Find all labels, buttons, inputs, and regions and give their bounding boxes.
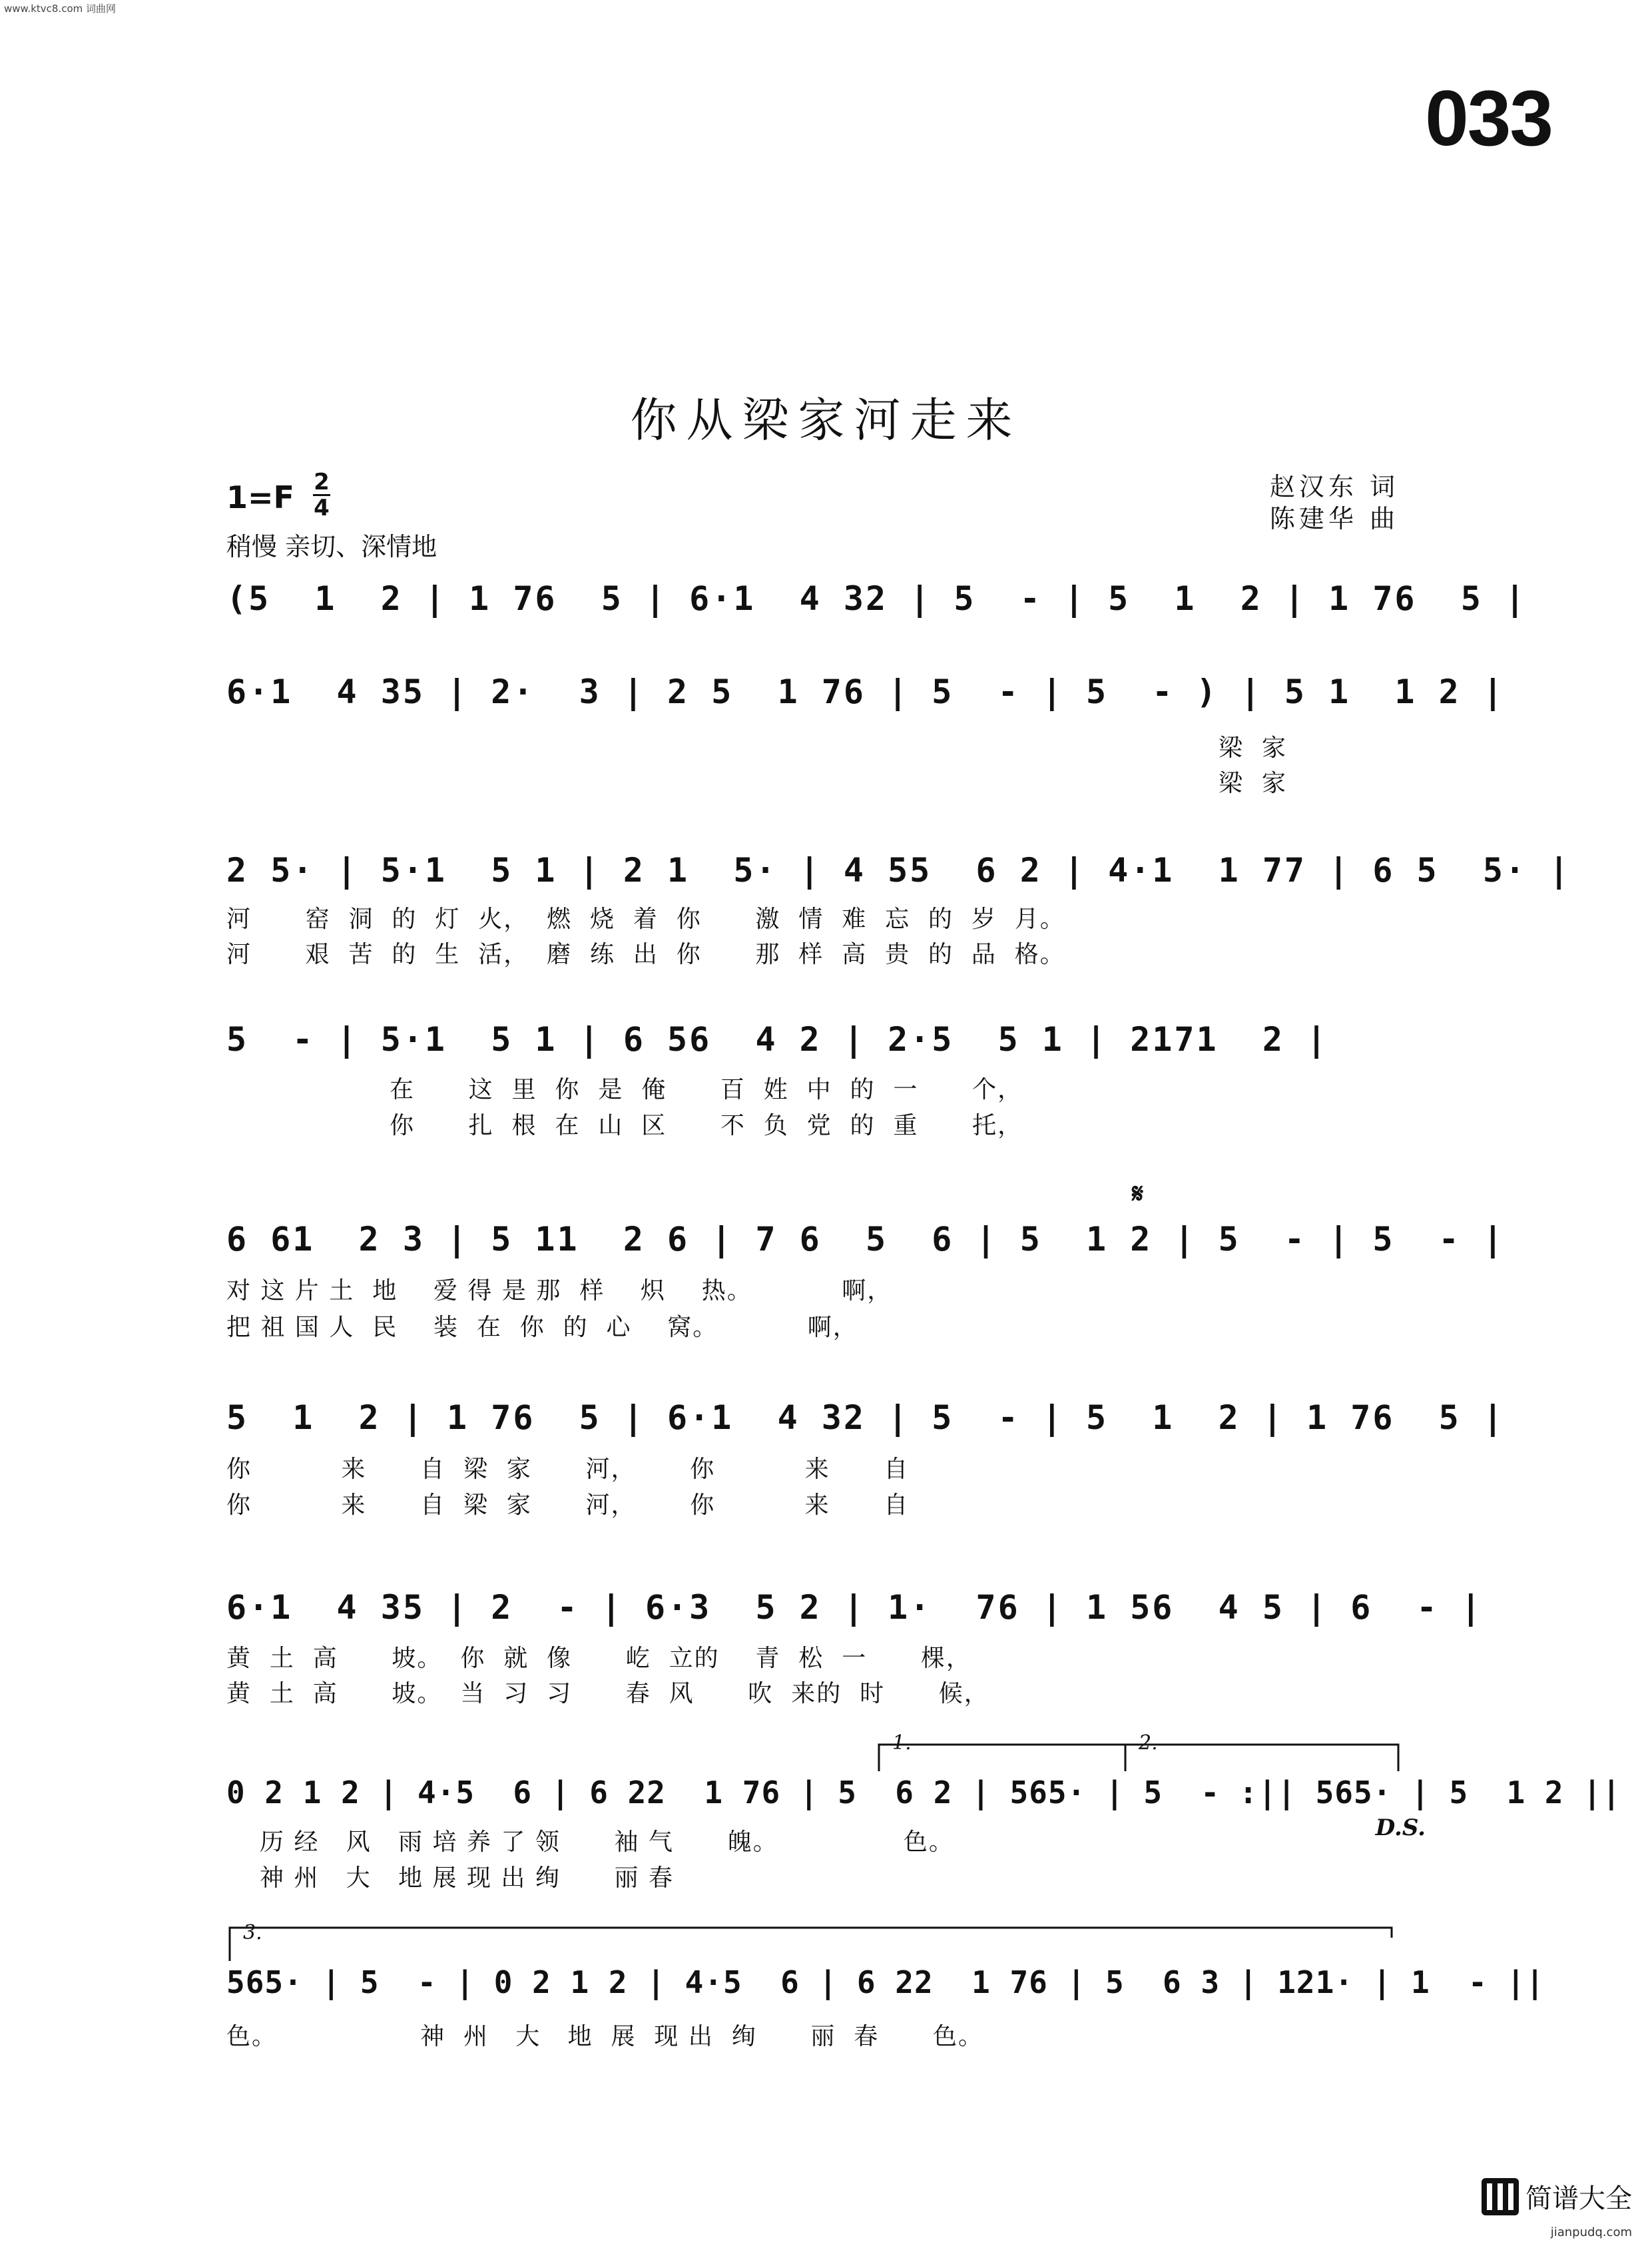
lyric-row-5-verse-2: 把 祖 国 人 民 装 在 你 的 心 窝。 啊， (226, 1314, 858, 1341)
lyric-row-4-verse-1: 在 这 里 你 是 俺 百 姓 中 的 一 个， (390, 1076, 1023, 1103)
lyric-row-6-verse-2: 你 来 自 梁 家 河， 你 来 自 (226, 1492, 910, 1519)
lyricist-credit: 赵汉东 词 (1269, 472, 1399, 501)
score-row-2: 6·1 4 35 | 2· 3 | 2 5 1 76 | 5 - | 5 - ) | 5 1 1 2 | (226, 673, 1505, 711)
song-title: 你从梁家河走来 (630, 393, 1022, 447)
key-signature: 1=F (226, 479, 294, 515)
score-row-4: 5 - | 5·1 5 1 | 6 56 4 2 | 2·5 5 1 | 2171 2 | (226, 1020, 1329, 1059)
score-row-5: 6 61 2 3 | 5 11 2 6 | 7 6 5 6 | 5 1 2 | 5 - | 5 - | (226, 1220, 1505, 1259)
score-row-6: 5 1 2 | 1 76 5 | 6·1 4 32 | 5 - | 5 1 2 | 1 76 5 | (226, 1398, 1505, 1437)
segno-sign: 𝄋 (1132, 1179, 1144, 1209)
lyric-row-3-verse-1: 河 窑 洞 的 灯 火， 燃 烧 着 你 激 情 难 忘 的 岁 月。 (226, 906, 1065, 933)
dal-segno-mark: D.S. (1375, 1815, 1426, 1841)
ending-1-label: 1. (892, 1731, 912, 1755)
page-number: 033 (1425, 75, 1552, 162)
lyric-row-3-verse-2: 河 艰 苦 的 生 活， 磨 练 出 你 那 样 高 贵 的 品 格。 (226, 941, 1065, 968)
logo-text: 简谱大全 (1525, 2183, 1632, 2214)
lyric-row-5-verse-1: 对 这 片 土 地 爱 得 是 那 样 炽 热。 啊， (226, 1277, 893, 1304)
lyric-row-6-verse-1: 你 来 自 梁 家 河， 你 来 自 (226, 1456, 910, 1483)
tempo-marking: 稍慢 亲切、深情地 (226, 532, 437, 561)
lyric-row-7-verse-1: 黄 土 高 坡。 你 就 像 屹 立的 青 松 一 棵， (226, 1645, 971, 1672)
time-signature-top: 2 (314, 469, 330, 495)
watermark: www.ktvc8.com 词曲网 (4, 3, 117, 15)
score-row-7: 6·1 4 35 | 2 - | 6·3 5 2 | 1· 76 | 1 56 4 5 | 6 - | (226, 1588, 1483, 1627)
score-row-3: 2 5· | 5·1 5 1 | 2 1 5· | 4 55 6 2 | 4·1 1 77 | 6 5 5· | (226, 851, 1571, 890)
score-row-9: 565· | 5 - | 0 2 1 2 | 4·5 6 | 6 22 1 76 | 5 6 3 | 121· | 1 - || (226, 1964, 1545, 2000)
logo-url: jianpudq.com (1550, 2225, 1632, 2239)
lyric-row-2-verse-2: 梁 家 (1219, 770, 1287, 797)
composer-credit: 陈建华 曲 (1269, 504, 1399, 533)
ending-2-label: 2. (1139, 1731, 1158, 1755)
piano-keys-icon (1482, 2178, 1519, 2215)
lyric-row-8-verse-2: 神 州 大 地 展 现 出 绚 丽 春 (260, 1864, 674, 1892)
time-signature-bottom: 4 (314, 495, 330, 521)
score-row-8: 0 2 1 2 | 4·5 6 | 6 22 1 76 | 5 6 2 | 565· | 5 - :|| 565· | 5 1 2 || (226, 1775, 1621, 1811)
ending-2-bracket (1125, 1745, 1398, 1771)
ending-3-bracket (230, 1928, 1392, 1961)
lyric-row-4-verse-2: 你 扎 根 在 山 区 不 负 党 的 重 托， (390, 1112, 1023, 1139)
site-logo (1482, 2177, 1632, 2215)
lyric-row-2-verse-1: 梁 家 (1219, 734, 1287, 762)
lyric-row-7-verse-2: 黄 土 高 坡。 当 习 习 春 风 吹 来的 时 候， (226, 1680, 989, 1707)
lyric-row-8-verse-1: 历 经 风 雨 培 养 了 领 袖 气 魄。 色。 (260, 1828, 954, 1856)
score-row-1: (5 1 2 | 1 76 5 | 6·1 4 32 | 5 - | 5 1 2 | 1 76 5 | (226, 579, 1527, 618)
ending-1-bracket (879, 1745, 1125, 1771)
lyric-row-9-verse-1: 色。 神 州 大 地 展 现 出 绚 丽 春 色。 (226, 2023, 983, 2050)
ending-3-label: 3. (243, 1921, 262, 1944)
